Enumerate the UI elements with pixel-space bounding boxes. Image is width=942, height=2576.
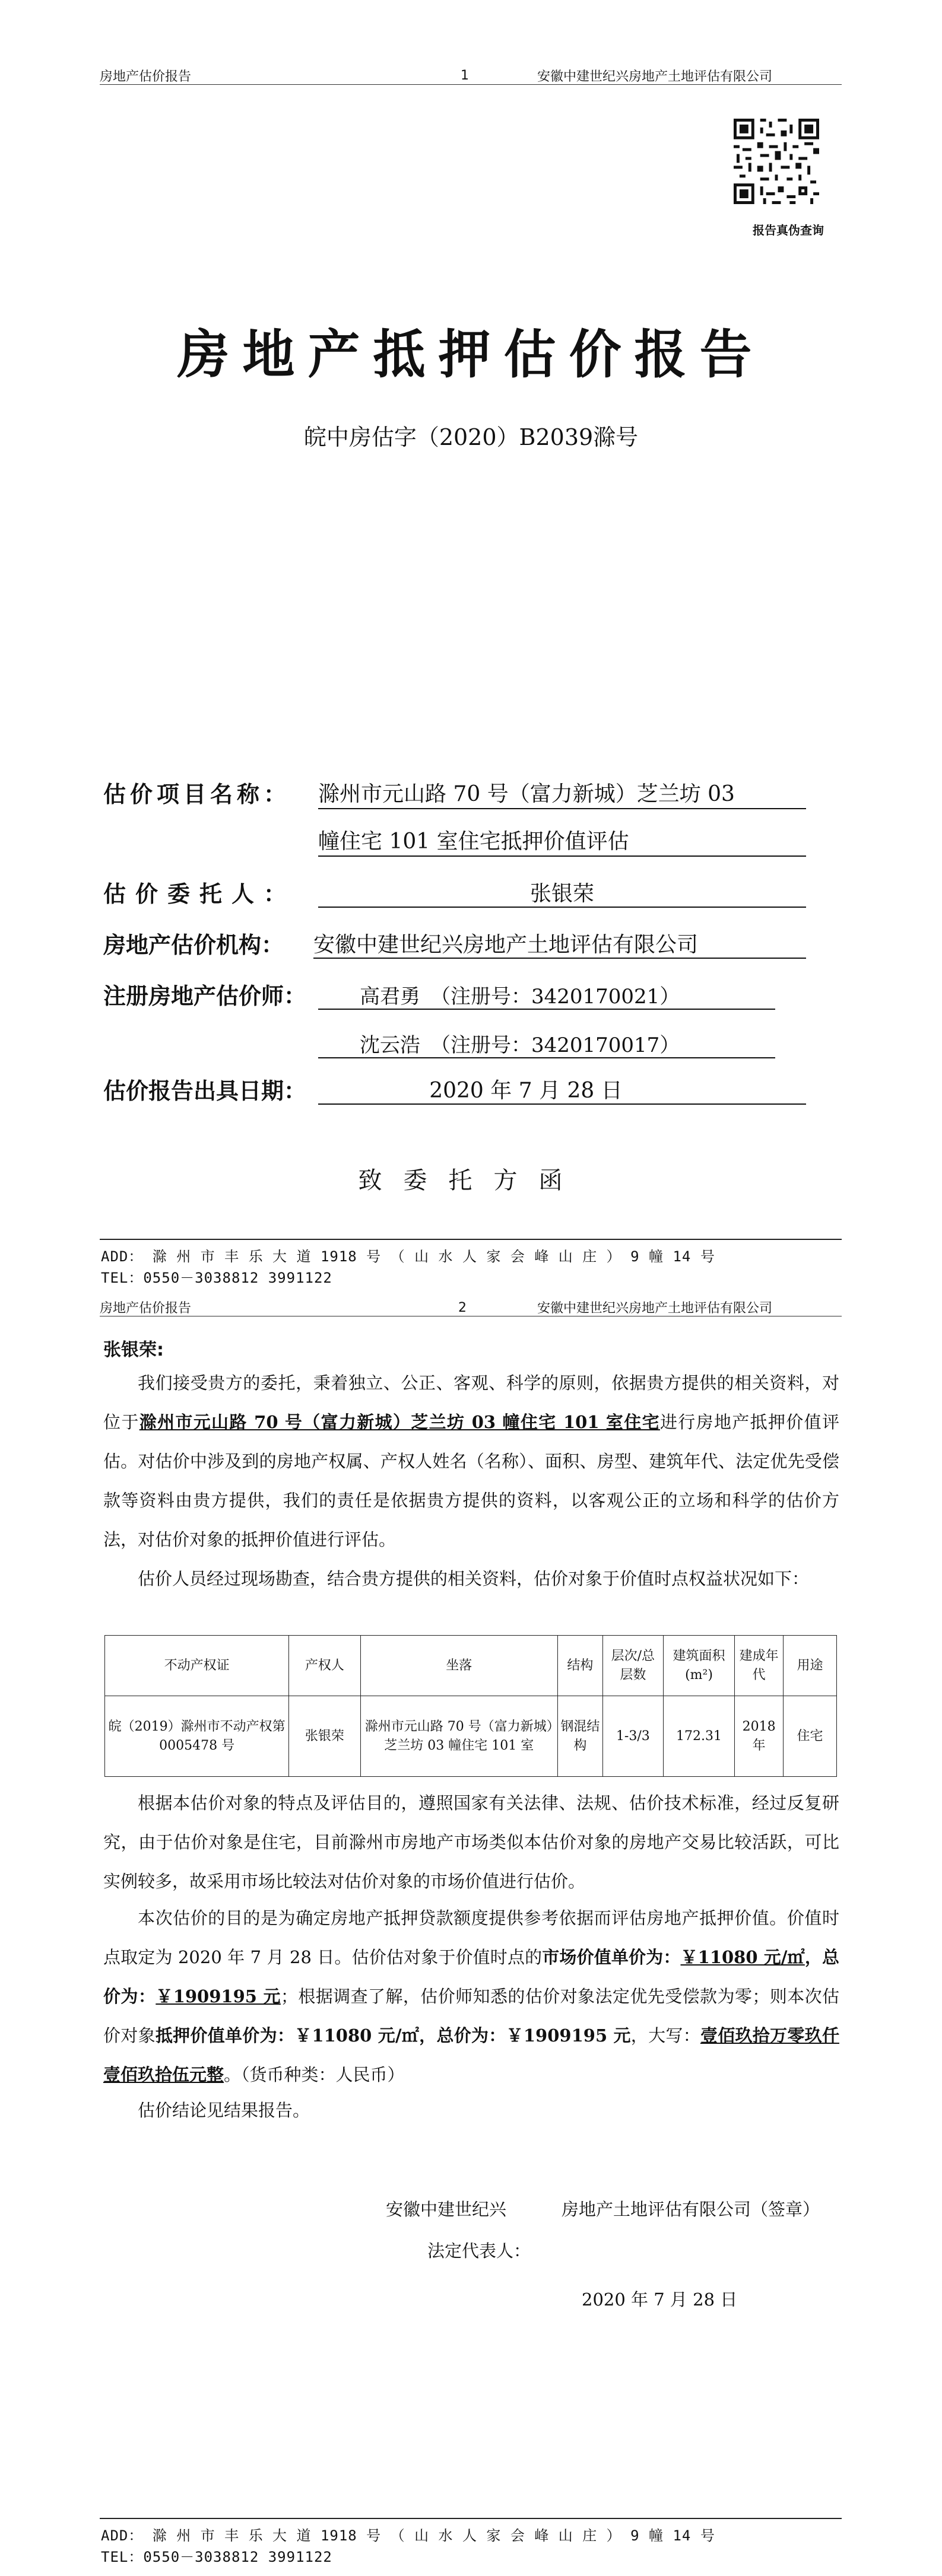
table-row	[105, 1696, 837, 1777]
footer-address: ADD： 滁 州 市 丰 乐 大 道 1918 号 （ 山 水 人 家 会 峰 山 庄 ） 9 幢 14 号	[101, 1248, 715, 1265]
client-label: 估价委托人：	[103, 881, 296, 907]
table-header: 层次/总层数	[602, 1636, 663, 1696]
table-cell: 1-3/3	[602, 1696, 663, 1777]
property-table	[104, 1635, 837, 1777]
underline	[318, 808, 806, 809]
paragraph-text: ，大写：	[630, 2025, 700, 2046]
table-header: 建成年代	[735, 1636, 784, 1696]
paragraph-intro	[103, 1363, 839, 1559]
paragraph-text: 本次估价的目的是为确定房地产抵押贷款额度提供参考依据而评估房地产抵押价值。价值时点取定为 2020 年 7 月 28 日。估价估对象于价值时点的	[103, 1908, 839, 1967]
paragraph-method: 根据本估价对象的特点及评估目的，遵照国家有关法律、法规、估价技术标准，经过反复研究，由于估价对象是住宅，目前滁州市房地产市场类似本估价对象的房地产交易比较活跃，可比实例较多，故采用市场比较法对估价对象的市场价值进行估价。	[103, 1793, 839, 1891]
market-total-label: ，总价为：	[103, 1947, 839, 2006]
qr-code-icon[interactable]	[734, 119, 819, 204]
table-cell: 住宅	[784, 1696, 837, 1777]
paragraph-text: 进行房地产抵押价值评估。对估价中涉及到的房地产权属、产权人姓名（名称）、面积、房型、建筑年代、法定优先受偿款等资料由贵方提供，我们的责任是依据贵方提供的资料，以客观公正的立场和科学的估价方法，对估价对象的抵押价值进行评估。	[103, 1412, 839, 1550]
project-name-value-line1: 滁州市元山路 70 号（富力新城）芝兰坊 03	[318, 782, 735, 806]
table-cell: 皖（2019）滁州市不动产权第 0005478 号	[105, 1696, 289, 1777]
underline	[318, 1009, 775, 1010]
project-name-label: 估价项目名称：	[103, 781, 291, 807]
mortgage-value: 抵押价值单价为：￥11080 元/㎡，总价为：￥1909195 元	[155, 2025, 631, 2046]
document-number: 皖中房估字（2020）B2039滁号	[303, 424, 639, 450]
client-value: 张银荣	[529, 882, 594, 906]
market-unit-price: ￥11080 元/㎡	[680, 1947, 805, 1967]
table-header: 结构	[558, 1636, 603, 1696]
table-header-row	[105, 1636, 837, 1696]
paragraph-text: 。（货币种类：人民币）	[224, 2065, 405, 2085]
table-cell: 张银荣	[289, 1696, 360, 1777]
footer-divider	[100, 2518, 842, 2519]
underline	[318, 1057, 775, 1058]
signature-company-a: 安徽中建世纪兴	[386, 2199, 507, 2219]
footer-phone: TEL：0550－3038812 3991122	[101, 2549, 332, 2565]
table-header: 不动产权证	[105, 1636, 289, 1696]
page-number: 2	[458, 1300, 467, 1315]
paragraph-text: 我们接受贵方的委托，秉着独立、公正、客观、科学的原则，依据贵方提供的相关资料，对位于	[103, 1373, 839, 1432]
underline	[318, 856, 806, 857]
table-cell: 2018年	[735, 1696, 784, 1777]
paragraph-text: ；根据调查了解，估价师知悉的估价对象法定优先受偿款为零；则本次估价对象	[103, 1986, 839, 2046]
table-cell: 钢混结构	[558, 1696, 603, 1777]
footer-divider	[100, 1239, 842, 1240]
table-header: 产权人	[289, 1636, 360, 1696]
salutation: 张银荣:	[103, 1340, 164, 1360]
market-unit-price-label: 市场价值单价为：	[542, 1947, 681, 1967]
report-date-label: 估价报告出具日期：	[103, 1078, 307, 1104]
paragraph-conclusion	[103, 1898, 839, 2094]
signature-company-b: 房地产土地评估有限公司（签章）	[562, 2199, 820, 2219]
report-title: 房地产抵押估价报告	[177, 324, 765, 385]
page-header-right: 安徽中建世纪兴房地产土地评估有限公司	[537, 69, 773, 84]
page-number: 1	[461, 68, 469, 83]
qr-caption: 报告真伪查询	[753, 223, 824, 237]
project-name-value-line2: 幢住宅 101 室住宅抵押价值评估	[318, 829, 629, 854]
page-header-left: 房地产估价报告	[100, 1301, 192, 1316]
footer-phone: TEL：0550－3038812 3991122	[101, 1270, 332, 1286]
legal-representative: 法定代表人：	[427, 2241, 531, 2261]
table-header: 坐落	[360, 1636, 558, 1696]
page-header-left: 房地产估价报告	[100, 69, 192, 84]
underline	[313, 958, 806, 959]
table-header: 用途	[784, 1636, 837, 1696]
appraiser-2: 沈云浩 （注册号：3420170017）	[360, 1033, 680, 1057]
report-date-value: 2020 年 7 月 28 日	[429, 1079, 623, 1103]
table-cell: 172.31	[663, 1696, 734, 1777]
mortgage-value-in-words: 壹佰玖拾万零玖仟壹佰玖拾伍元整	[103, 2025, 839, 2085]
table-cell: 滁州市元山路 70 号（富力新城）芝兰坊 03 幢住宅 101 室	[360, 1696, 558, 1777]
footer-address: ADD： 滁 州 市 丰 乐 大 道 1918 号 （ 山 水 人 家 会 峰 山 庄 ） 9 幢 14 号	[101, 2527, 715, 2544]
agency-value: 安徽中建世纪兴房地产土地评估有限公司	[313, 933, 699, 957]
underline	[318, 907, 806, 908]
paragraph-see-report: 估价结论见结果报告。	[138, 2100, 310, 2120]
header-divider	[100, 84, 842, 85]
agency-label: 房地产估价机构：	[103, 932, 284, 958]
paragraph-survey: 估价人员经过现场勘查，结合贵方提供的相关资料，估价对象于价值时点权益状况如下：	[138, 1569, 810, 1589]
signature-date: 2020 年 7 月 28 日	[582, 2289, 738, 2310]
appraiser-1: 高君勇 （注册号：3420170021）	[360, 985, 680, 1009]
page-header-right: 安徽中建世纪兴房地产土地评估有限公司	[537, 1301, 773, 1316]
table-header: 建筑面积(m²)	[663, 1636, 734, 1696]
property-address: 滁州市元山路 70 号（富力新城）芝兰坊 03 幢住宅 101 室住宅	[139, 1412, 660, 1432]
appraiser-label: 注册房地产估价师：	[103, 983, 307, 1009]
market-total-price: ￥1909195 元	[156, 1986, 281, 2006]
underline	[318, 1103, 806, 1105]
letter-heading: 致委托方函	[358, 1167, 584, 1194]
